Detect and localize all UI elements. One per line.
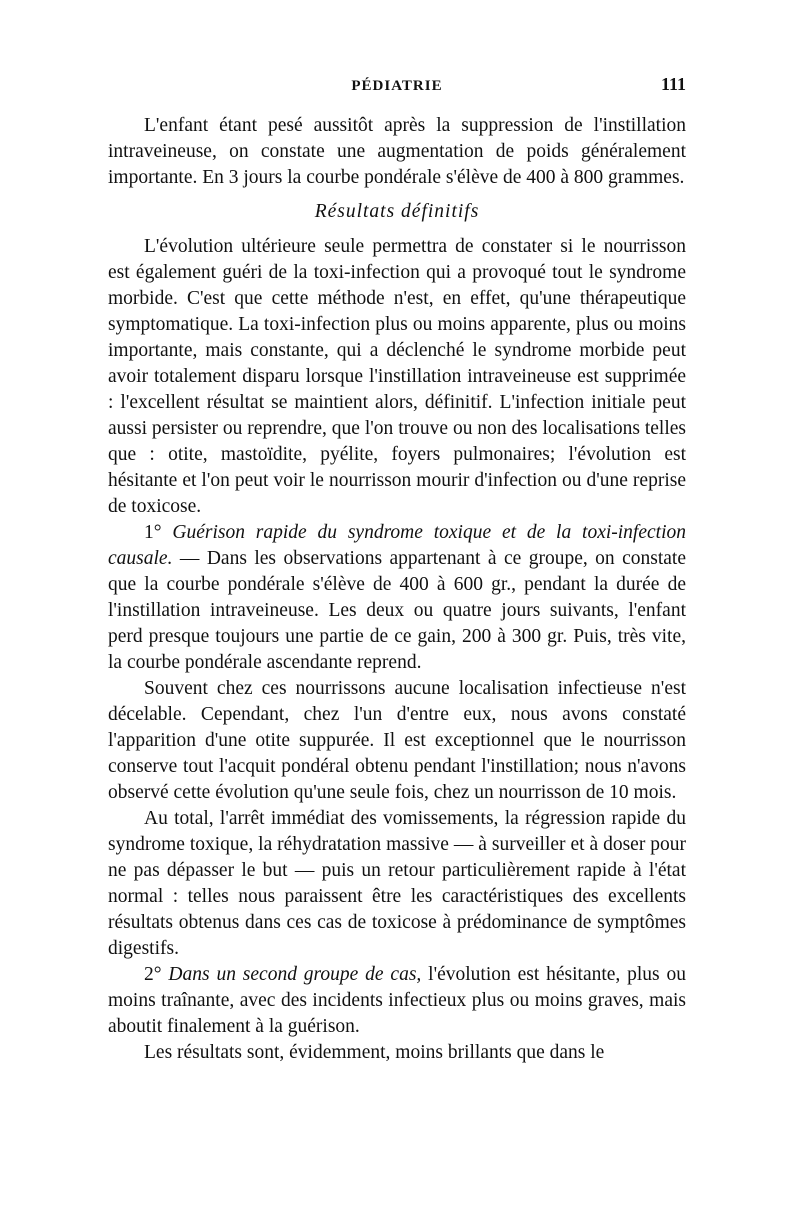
book-page [108,74,686,1066]
group-two-text: l'évolution est hésitante, plus ou moins traînante, avec des incidents infectieux plus ou moins graves, mais aboutit finalement à la guérison. [108,964,686,1037]
group-one-title: Guérison rapide du syndrome toxique et de la toxi-infection causale. [108,522,687,569]
paragraph-summary: Au total, l'arrêt immédiat des vomissements, la régression rapide du syndrome toxique, la réhydratation massive — à surveiller et à doser pour ne pas dépasser le but — puis un retour particulièrement rapide à l'état normal : telles nous paraissent être les caractéristiques des excellents résultats obtenus dans ces cas de toxicose à prédominance de symptômes digestifs. [108,808,686,959]
paragraph-results: Les résultats sont, évidemment, moins brillants que dans le [144,1042,605,1063]
paragraph-group-one [108,520,686,676]
paragraph-weight-gain: L'enfant étant pesé aussitôt après la suppression de l'instillation intraveineuse, on constate une augmentation de poids généralement importante. En 3 jours la courbe pondérale s'élève de 400 à 800 grammes. [108,115,686,188]
paragraph-evolution: L'évolution ultérieure seule permettra de constater si le nourrisson est également guéri de la toxi-infection qui a provoqué tout le syndrome morbide. C'est que cette méthode n'est, en effet, qu'une thérapeutique symptomatique. La toxi-infection plus ou moins apparente, plus ou moins importante, mais constante, qui a déclenché le syndrome morbide peut avoir totalement disparu lorsque l'instillation intraveineuse est supprimée : l'excellent résultat se maintient alors, définitif. L'infection initiale peut aussi persister ou reprendre, que l'on trouve ou non des localisations telles que : otite, mastoïdite, pyélite, foyers pulmonaires; l'évolution est hésitante et l'on peut voir le nourrisson mourir d'infection ou d'une reprise de toxicose. [108,236,686,517]
section-heading: Résultats définitifs [314,201,480,222]
running-head: PÉDIATRIE [351,78,443,94]
group-one-number: 1° [144,522,162,543]
paragraph-otitis: Souvent chez ces nourrissons aucune localisation infectieuse n'est décelable. Cependant, chez l'un d'entre eux, nous avons constaté l'apparition d'une otite suppurée. Il est exceptionnel que le nourrisson conserve tout l'acquit pondéral obtenu pendant l'instillation; nous n'avons observé cette évolution qu'une seule fois, chez un nourrisson de 10 mois. [108,678,686,803]
paragraph-group-two [108,962,686,1040]
page-number: 111 [660,74,686,94]
group-one-text: — Dans les observations appartenant à ce groupe, on constate que la courbe pondérale s'élève de 400 à 600 gr., pendant la durée de l'instillation intraveineuse. Les deux ou quatre jours suivants, l'enfant perd presque toujours une partie de ce gain, 200 à 300 gr. Puis, très vite, la courbe pondérale ascendante reprend. [108,548,687,673]
group-two-number: 2° [144,964,162,985]
group-two-title: Dans un second groupe de cas, [168,964,422,985]
page-header [108,74,686,102]
